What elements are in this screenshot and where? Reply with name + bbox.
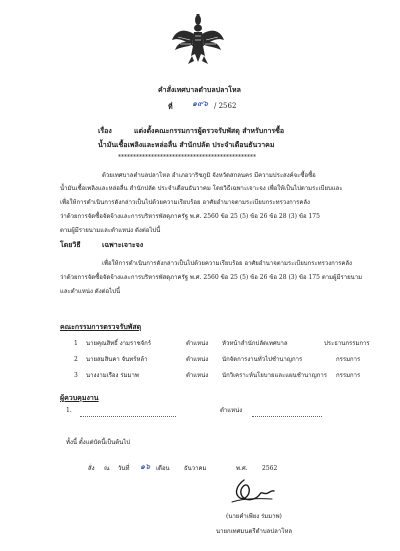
member-position-label: ตำแหน่ง (186, 356, 209, 363)
member-number: 3 (74, 372, 78, 379)
signer-name: (นายคำเพียง ร่มมาพ) (226, 513, 282, 520)
month-value: ธันวาคม (184, 465, 207, 472)
member-name: นายสมสินคา จันทร์หล้า (86, 356, 148, 363)
member-position: นักจัดการงานทั่วไปชำนาญการ (222, 356, 303, 363)
subject-line-1: แต่งตั้งคณะกรรมการผู้ตรวจรับพัสดุ สำหรับการซื้อ (134, 126, 285, 135)
member-position-label: ตำแหน่ง (186, 372, 209, 379)
year-label: พ.ศ. (236, 465, 248, 472)
effective-statement: ทั้งนี้ ตั้งแต่บัดนี้เป็นต้นไป (66, 439, 131, 446)
method-label: โดยวิธี (60, 240, 81, 249)
month-label: เดือน (156, 465, 170, 472)
order-number-prefix: ที่ (168, 102, 173, 111)
supervisor-position-label: ตำแหน่ง (220, 407, 243, 414)
subject-separator: ********************************************** (118, 154, 256, 161)
para2-line-3: และตำแหน่ง ดังต่อไปนี้ (60, 288, 121, 295)
member-role: กรรมการ (336, 356, 361, 363)
handwritten-signature-icon (226, 476, 278, 506)
member-position: หัวหน้าสำนักปลัดเทศบาล (222, 340, 288, 347)
signer-title: นายกเทศมนตรีตำบลปลาโหล (216, 528, 293, 535)
day-value-handwritten: ๑๖ (140, 462, 151, 471)
member-role: กรรมการ (336, 372, 361, 379)
para2-line-2: ว่าด้วยการจัดซื้อจัดจ้างและการบริหารพัสดุภาครัฐ พ.ศ. 2560 ข้อ 25 (5) ข้อ 26 ข้อ 28 (3) ข้อ 175 ตามผู้มีรายนาม (60, 274, 363, 281)
para1-line-3: เพื่อให้การดำเนินการดังกล่าวเป็นไปด้วยความเรียบร้อย อาศัยอำนาจตามระเบียบกระทรวงการคลัง (60, 199, 310, 206)
order-number-handwritten: ๑๙๖ (192, 99, 209, 108)
member-name: นายคุณสิทธิ์ งามราชจักร์ (86, 340, 152, 347)
supervisor-position-blank (252, 410, 322, 417)
committee-heading: คณะกรรมการตรวจรับพัสดุ (60, 322, 142, 331)
method-value: เฉพาะเจาะจง (102, 240, 144, 249)
subject-line-2: น้ำมันเชื้อเพลิงและหล่อลื่น สำนักปลัด ประจำเดือนธันวาคม (98, 140, 275, 149)
ordered-label: สั่ง (88, 465, 95, 472)
para1-line-1: ด้วยเทศบาลตำบลปลาโหล อำเภอวาริชภูมิ จังหวัดสกลนคร มีความประสงค์จะซื้อซื้อ (102, 172, 316, 179)
subject-label: เรื่อง (98, 126, 112, 135)
member-number: 1 (74, 340, 78, 347)
supervisor-name-blank (80, 410, 176, 417)
order-year: / 2562 (214, 102, 237, 110)
para1-line-2: น้ำมันเชื้อเพลิงและหล่อลื่น สำนักปลัด ประจำเดือนธันวาคม โดยวิธีเฉพาะเจาะจง เพื่อให้เป็นไปตามระเบียบและ (60, 185, 343, 192)
para1-line-4: ว่าด้วยการจัดซื้อจัดจ้างและการบริหารพัสดุภาครัฐ พ.ศ. 2560 ข้อ 25 (5) ข้อ 26 ข้อ 28 (3) ข้อ 175 (60, 213, 320, 220)
member-role: ประธานกรรมการ (324, 340, 370, 347)
member-position: นักวิเคราะห์นโยบายและแผนชำนาญการ (222, 372, 327, 379)
supervisor-item-number: 1. (66, 407, 72, 414)
year-value: 2562 (262, 465, 278, 472)
at-label: ณ (104, 465, 110, 472)
member-number: 2 (74, 356, 78, 363)
para1-line-5: ตามผู้มีรายนามและตำแหน่ง ดังต่อไปนี้ (60, 227, 161, 234)
member-name: นางงามเรือง ร่มมาพ (86, 372, 139, 379)
para2-line-1: เพื่อให้การดำเนินการดังกล่าวเป็นไปด้วยความเรียบร้อย อาศัยอำนาจตามระเบียบกระทรวงการคลัง (102, 260, 352, 267)
day-label: วันที่ (118, 465, 130, 472)
garuda-emblem-icon (170, 12, 226, 68)
supervisor-heading: ผู้ควบคุมงาน (60, 393, 99, 402)
order-title: คำสั่งเทศบาลตำบลปลาโหล (158, 85, 241, 94)
member-position-label: ตำแหน่ง (186, 340, 209, 347)
